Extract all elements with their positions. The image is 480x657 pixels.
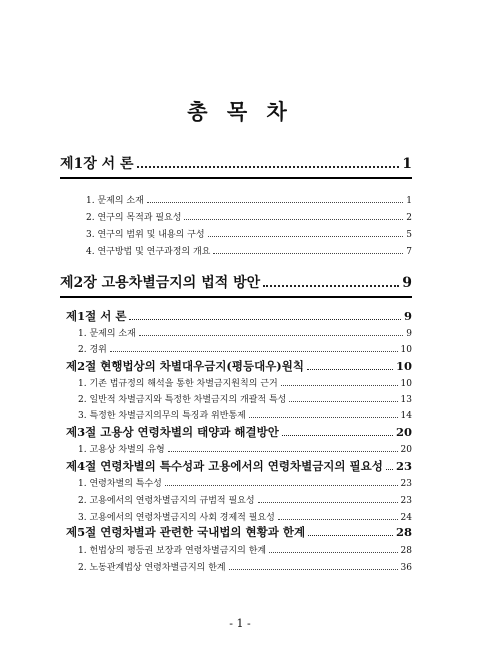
page-footer-number: - 1 - <box>229 617 251 630</box>
toc-item <box>86 193 412 206</box>
page-title: 총 목 차 <box>187 99 293 124</box>
toc-item-label: 2. 노동관계법상 연령차별금지의 한계 <box>78 563 226 573</box>
dot-leader <box>229 569 398 570</box>
toc-item-label: 1. 헌법상의 평등권 보장과 연령차별금지의 한계 <box>78 546 267 556</box>
toc-item-label: 3. 연구의 범위 및 내용의 구성 <box>86 230 205 240</box>
toc-page-number: 7 <box>406 247 412 257</box>
toc-item <box>86 227 412 240</box>
toc-item <box>78 543 412 556</box>
toc-page-number: 23 <box>395 459 412 473</box>
toc-item <box>78 476 412 489</box>
toc-section-label: 제1절 서 론 <box>66 309 127 323</box>
dot-leader <box>258 502 398 503</box>
toc-page-number: 1 <box>402 156 412 172</box>
toc-page-number: 13 <box>400 395 412 405</box>
toc-item-label: 1. 문제의 소재 <box>78 329 136 339</box>
dot-leader <box>168 451 398 452</box>
toc-page-number: 28 <box>400 546 412 556</box>
toc-page-number: 10 <box>400 379 412 389</box>
toc-item <box>86 210 412 223</box>
toc-item <box>78 560 412 573</box>
toc-page-number: 28 <box>395 525 412 539</box>
toc-section-1 <box>66 308 412 324</box>
toc-item <box>78 442 412 455</box>
toc-page-number: 23 <box>400 479 412 489</box>
toc-item-label: 4. 연구방법 및 연구과정의 개요 <box>86 247 211 257</box>
dot-leader <box>289 401 397 402</box>
toc-item <box>78 493 412 506</box>
dot-leader <box>129 319 401 320</box>
toc-item-label: 1. 문제의 소재 <box>86 196 144 206</box>
toc-item-label: 2. 일반적 차별금지와 특정한 차별금지의 개괄적 특성 <box>78 395 287 405</box>
toc-page-number: 10 <box>395 359 412 373</box>
toc-page-number: 9 <box>406 329 412 339</box>
toc-item-label: 3. 고용에서의 연령차별금지의 사회 경제적 필요성 <box>78 513 275 523</box>
toc-item <box>78 342 412 355</box>
toc-page-number: 23 <box>400 496 412 506</box>
toc-item-label: 2. 경위 <box>78 345 107 355</box>
toc-section-label: 제2절 현행법상의 차별대우금지(평등대우)원칙 <box>66 359 304 373</box>
dot-leader <box>263 285 399 287</box>
toc-page-number: 10 <box>400 345 412 355</box>
dot-leader <box>307 369 393 370</box>
toc-chapter-label: 제2장 고용차별금지의 법적 방안 <box>60 275 261 291</box>
toc-item-label: 3. 특정한 차별금지의무의 특징과 위반통제 <box>78 411 246 421</box>
toc-page-number: 20 <box>395 425 412 439</box>
dot-leader <box>139 335 403 336</box>
toc-item <box>78 392 412 405</box>
toc-section-2 <box>66 358 412 374</box>
toc-item-label: 2. 고용에서의 연령차별금지의 규범적 필요성 <box>78 496 255 506</box>
toc-section-5 <box>66 524 412 540</box>
toc-item-label: 1. 연령차별의 특수성 <box>78 479 162 489</box>
dot-leader <box>147 202 403 203</box>
toc-page-number: 20 <box>400 445 412 455</box>
dot-leader <box>213 253 403 254</box>
toc-chapter-2 <box>60 272 412 292</box>
toc-item-label: 1. 고용상 차별의 유형 <box>78 445 165 455</box>
dot-leader <box>137 166 400 168</box>
dot-leader <box>278 519 398 520</box>
toc-page-number: 1 <box>406 196 412 206</box>
toc-page-number: 5 <box>406 230 412 240</box>
dot-leader <box>184 219 403 220</box>
dot-leader <box>249 417 398 418</box>
toc-section-4 <box>66 458 412 474</box>
dot-leader <box>282 435 393 436</box>
toc-chapter-1 <box>60 153 412 173</box>
dot-leader <box>308 535 393 536</box>
toc-page-number: 2 <box>406 213 412 223</box>
toc-section-label: 제4절 연령차별의 특수성과 고용에서의 연령차별금지의 필요성 <box>66 459 383 473</box>
toc-item-label: 1. 기존 법규정의 해석을 통한 차별금지원칙의 근거 <box>78 379 278 389</box>
dot-leader <box>269 552 397 553</box>
toc-item <box>78 326 412 339</box>
dot-leader <box>208 236 404 237</box>
dot-leader <box>281 385 398 386</box>
toc-section-label: 제5절 연령차별과 관련한 국내법의 현황과 한계 <box>66 525 306 539</box>
toc-item <box>78 408 412 421</box>
toc-page-number: 24 <box>400 513 412 523</box>
divider <box>60 177 412 179</box>
toc-section-3 <box>66 424 412 440</box>
toc-item <box>78 376 412 389</box>
toc-section-label: 제3절 고용상 연령차별의 태양과 해결방안 <box>66 425 279 439</box>
toc-item <box>78 510 412 523</box>
toc-page-number: 14 <box>400 411 412 421</box>
dot-leader <box>110 351 398 352</box>
toc-item <box>86 244 412 257</box>
toc-page-number: 36 <box>400 563 412 573</box>
dot-leader <box>386 469 393 470</box>
dot-leader <box>165 485 398 486</box>
divider <box>60 296 412 298</box>
toc-page-number: 9 <box>403 309 412 323</box>
toc-page-number: 9 <box>402 275 412 291</box>
toc-chapter-label: 제1장 서 론 <box>60 156 134 172</box>
toc-item-label: 2. 연구의 목적과 필요성 <box>86 213 182 223</box>
